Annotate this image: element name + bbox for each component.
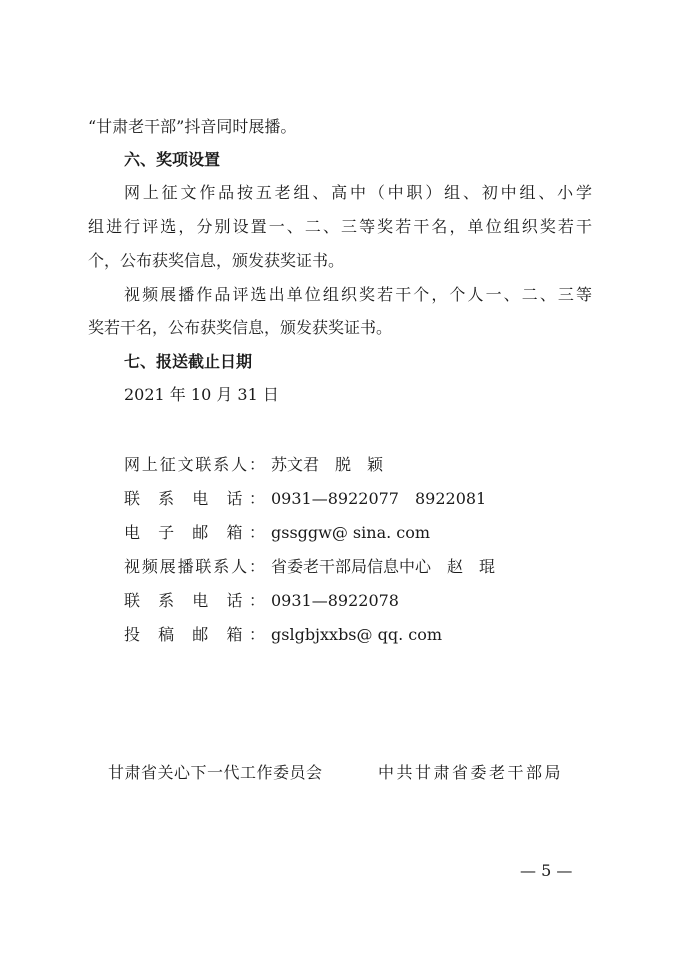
page-number: — 5 — <box>520 861 573 880</box>
contact-label: 网上征文联系人： <box>124 455 265 474</box>
contact-value: gslgbjxxbs@ qq. com <box>271 625 443 644</box>
contact-label: 投 稿 邮 箱： <box>124 625 265 644</box>
contact-value: 省委老干部局信息中心 赵 琨 <box>271 557 496 576</box>
section-6-paragraph-1-line-2: 组进行评选，分别设置一、二、三等奖若干名，单位组织奖若干 <box>88 217 592 236</box>
contact-value: gssggw@ sina. com <box>271 523 431 542</box>
contact-row <box>124 489 486 509</box>
contact-value: 0931—8922077 8922081 <box>271 489 487 508</box>
section-6-paragraph-2-line-2: 奖若干名，公布获奖信息，颁发获奖证书。 <box>88 318 393 337</box>
section-6-paragraph-1-line-3: 个，公布获奖信息，颁发获奖证书。 <box>88 251 345 270</box>
section-6-heading: 六、奖项设置 <box>124 150 221 169</box>
intro-line: “甘肃老干部”抖音同时展播。 <box>88 117 297 136</box>
contact-value: 0931—8922078 <box>271 591 399 610</box>
contact-value: 苏文君 脱 颖 <box>271 455 384 474</box>
contact-label: 联 系 电 话： <box>124 591 265 610</box>
contact-row <box>124 625 442 645</box>
contact-row <box>124 523 430 543</box>
section-6-paragraph-2-line-1: 视频展播作品评选出单位组织奖若干个，个人一、二、三等 <box>124 285 592 304</box>
contact-label: 电 子 邮 箱： <box>124 523 265 542</box>
contact-label: 视频展播联系人： <box>124 557 265 576</box>
signature-left: 甘肃省关心下一代工作委员会 <box>108 763 323 782</box>
contact-row <box>124 455 383 475</box>
section-7-heading: 七、报送截止日期 <box>124 352 253 371</box>
deadline-date: 2021 年 10 月 31 日 <box>124 385 279 404</box>
contact-row <box>124 557 495 577</box>
contact-row <box>124 591 399 611</box>
contact-label: 联 系 电 话： <box>124 489 265 508</box>
signature-right: 中共甘肃省委老干部局 <box>378 763 564 782</box>
section-6-paragraph-1-line-1: 网上征文作品按五老组、高中（中职）组、初中组、小学 <box>124 183 592 202</box>
